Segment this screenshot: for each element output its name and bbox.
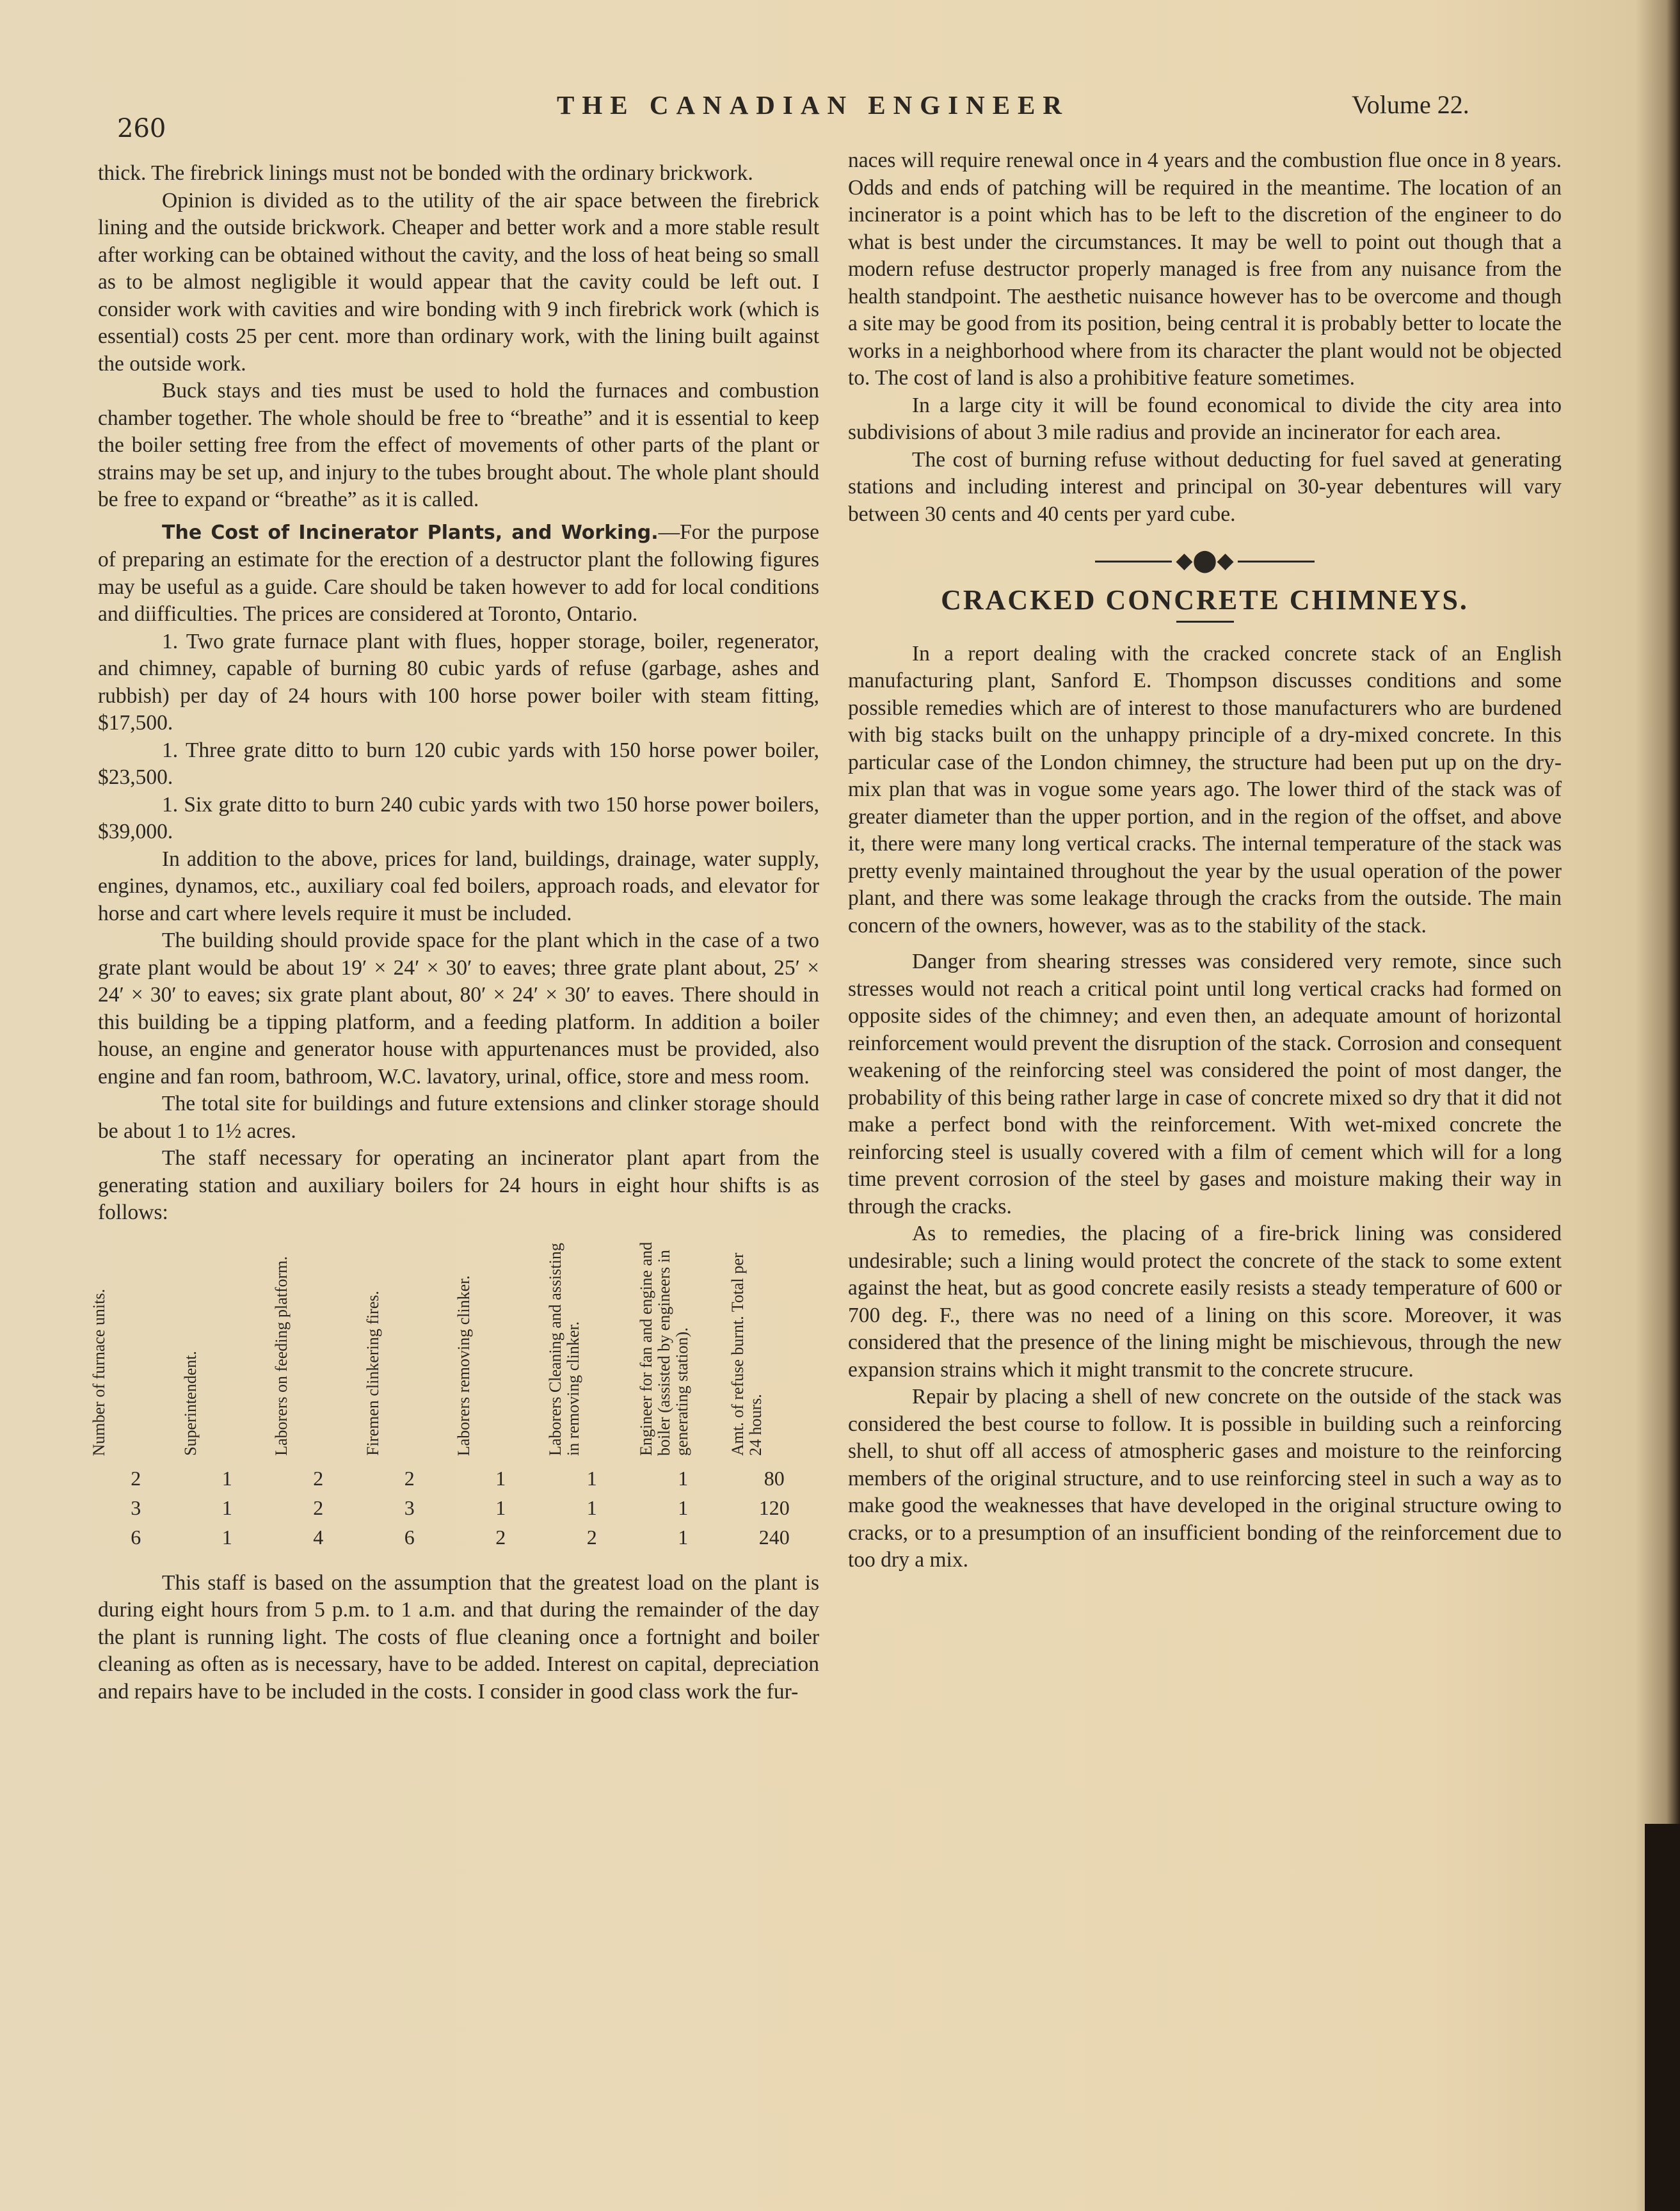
paragraph: Danger from shearing stresses was considered very remote, since such stresses would not reach a critical point until long vertical cracks had formed on opposite sides of the chimney; and even then, an adequate amount of horizontal reinforcement would prevent the disruption of the stack. Corrosion and consequent weakening of the reinforcing steel was considered the point of most danger, the probability of this being rather large in case of concrete mixed so dry that it did not make a perfect bond with the reinforcement. With wet-mixed concrete the reinforcing steel is usually covered with a film of cement which will for a long time prevent corrosion of the steel by gases and moisture making their way in through the cracks. xyxy=(848,950,1562,1218)
paragraph xyxy=(98,519,819,628)
publication-title: THE CANADIAN ENGINEER xyxy=(557,90,1070,120)
staff-table xyxy=(90,1233,820,1552)
table-cell: 2 xyxy=(586,1525,597,1549)
paragraph: The total site for buildings and future extensions and clinker storage should be about 1 to 1½ acres. xyxy=(98,1092,819,1143)
section-run-in-heading: The Cost of Incinerator Plants, and Working. xyxy=(162,521,659,544)
table-cell: 2 xyxy=(495,1525,506,1549)
paragraph: This staff is based on the assumption that the greatest load on the plant is during eight hours from 5 p.m. to 1 a.m. and that during the remainder of the day the plant is running light. The costs of flue cleaning once a fortnight and boiler cleaning as often as is necessary, have to be added. Interest on capital, depreciation and repairs have to be included in the costs. I consider in good class work the fur- xyxy=(98,1570,819,1704)
paragraph: The cost of burning refuse without deducting for fuel saved at generating stations and including interest and principal on 30-year debentures will vary between 30 cents and 40 cents per yard cube. xyxy=(848,447,1562,526)
table-header-cell: Laborers removing clinker. xyxy=(454,1275,473,1456)
paragraph: As to remedies, the placing of a fire-brick lining was considered undesirable; such a lining would protect the concrete of the stack to some extent against the heat, but as good concrete easily resists a steady temperature of 600 or 700 deg. F., there was no need of a lining on this score. Moreover, it was considered that the presence of the lining might be mischievous, through the new expansion strains which it might transmit to the concrete strucure. xyxy=(848,1222,1562,1382)
title-rule xyxy=(1176,621,1234,623)
section-divider-ornament: ◆⬤◆ xyxy=(848,547,1562,574)
table-cell: 1 xyxy=(586,1496,597,1519)
table-cell: 4 xyxy=(313,1525,324,1549)
table-cell: 2 xyxy=(404,1466,415,1490)
table-header-cell: Firemen clinkering fires. xyxy=(363,1291,382,1456)
paragraph: In a large city it will be found economical to divide the city area into subdivisions of about 3 mile radius and provide an incinerator for each area. xyxy=(848,393,1562,444)
table-cell: 1 xyxy=(221,1466,232,1490)
paragraph: 1. Six grate ditto to burn 240 cubic yards with two 150 horse power boilers, $39,000. xyxy=(98,792,819,843)
left-column xyxy=(90,160,819,1705)
table-cell: 2 xyxy=(131,1466,141,1490)
table-header-cell: Engineer for fan and engine and boiler (assisted by engineers in generating station). xyxy=(637,1241,691,1456)
table-cell: 240 xyxy=(758,1525,790,1549)
table-header-cell: Laborers Cleaning and assisting in removing clinker. xyxy=(545,1243,582,1456)
table-row xyxy=(90,1464,820,1493)
paragraph: The building should provide space for the plant which in the case of a two grate plant would be about 19′ × 24′ × 30′ to eaves; three grate plant about, 25′ × 24′ × 30′ to eaves; six grate plant about, 80′ × 24′ × 30′ to eaves. There should in this building be a tipping platform, and a feeding platform. In addition a boiler house, an engine and generator house with appurtenances must be provided, also engine and fan room, bathroom, W.C. lavatory, urinal, office, store and mess room. xyxy=(98,929,819,1089)
table-header-cell: Amt. of refuse burnt. Total per 24 hours. xyxy=(728,1252,765,1456)
table-cell: 2 xyxy=(313,1496,324,1519)
volume-label: Volume 22. xyxy=(1352,90,1469,119)
table-cell: 1 xyxy=(678,1466,689,1490)
table-row xyxy=(90,1522,820,1552)
right-column xyxy=(848,147,1562,1574)
table-cell: 3 xyxy=(131,1496,141,1519)
table-cell: 1 xyxy=(221,1496,232,1519)
paragraph: naces will require renewal once in 4 years and the combustion flue once in 8 years. Odds and ends of patching will be required in the meantime. The location of an incinerator is a point which has to be left to the discretion of the engineer to do what is best under the circumstances. It may be well to point out though that a modern refuse destructor properly managed is free from any nuisance from the health standpoint. The aesthetic nuisance however has to be overcome and though a site may be good from its position, being central it is probably better to locate the works in a neighborhood where from its character the plant would not be objected to. The cost of land is also a prohibitive feature sometimes. xyxy=(848,148,1562,390)
page-number: 260 xyxy=(117,114,166,143)
paragraph: 1. Two grate furnace plant with flues, hopper storage, boiler, regenerator, and chimney, capable of burning 80 cubic yards of refuse (garbage, ashes and rubbish) per day of 24 hours with 100 horse power boiler with steam fitting, $17,500. xyxy=(98,629,819,735)
table-header-cell: Superintendent. xyxy=(180,1351,200,1456)
paragraph: thick. The firebrick linings must not be bonded with the ordinary brickwork. xyxy=(98,161,753,185)
paragraph: Opinion is divided as to the utility of the air space between the firebrick lining and the outside brickwork. Cheaper and better work and a more stable result after working can be obtained without the cavity, and the loss of heat being so small as to be almost negligible it would appear that the cavity could be left out. I consider work with cavities and wire bonding with 9 inch firebrick work (which is essential) costs 25 per cent. more than ordinary work, with the lining built against the outside work. xyxy=(98,188,819,376)
table-cell: 1 xyxy=(221,1525,232,1549)
paragraph-text: —For the purpose of preparing an estimate for the erection of a destructor plant the following figures may be useful as a guide. Care should be taken however to add for local conditions and diifficulties. The prices are considered at Toronto, Ontario. xyxy=(98,520,819,626)
table-cell: 1 xyxy=(495,1496,506,1519)
paragraph: In addition to the above, prices for land, buildings, drainage, water supply, engines, dynamos, etc., auxiliary coal fed boilers, approach roads, and elevator for horse and cart where levels require it must be included. xyxy=(98,847,819,925)
table-row xyxy=(90,1493,820,1522)
binding-edge xyxy=(1645,1824,1680,2211)
paragraph: 1. Three grate ditto to burn 120 cubic yards with 150 horse power boiler, $23,500. xyxy=(98,738,819,789)
paragraph: The staff necessary for operating an incinerator plant apart from the generating station and auxiliary boilers for 24 hours in eight hour shifts is as follows: xyxy=(98,1146,819,1224)
table-header-cell: Laborers on feeding platform. xyxy=(272,1256,291,1456)
table-cell: 6 xyxy=(404,1525,415,1549)
table-header-row xyxy=(90,1233,820,1464)
table-cell: 3 xyxy=(404,1496,415,1519)
table-cell: 80 xyxy=(764,1466,785,1490)
table-cell: 1 xyxy=(586,1466,597,1490)
article-title: CRACKED CONCRETE CHIMNEYS. xyxy=(941,584,1469,616)
paragraph: Repair by placing a shell of new concrete on the outside of the stack was considered the best course to follow. It is possible in building such a reinforcing shell, to shut off all access of atmospheric gases and moisture to the reinforcing members of the original structure, and to use reinforcing steel in such a way as to make good the weaknesses that have developed in the original structure owing to cracks, or to a presumption of an insufficient bonding of the reinforcement due to too dry a mix. xyxy=(848,1385,1562,1572)
paragraph: Buck stays and ties must be used to hold the furnaces and combustion chamber together. The whole should be free to “breathe” and it is essential to keep the boiler setting free from the effect of movements of other parts of the plant or strains may be set up, and injury to the tubes brought about. The whole plant should be free to expand or “breathe” as it is called. xyxy=(98,379,819,511)
table-header-cell: Number of furnace units. xyxy=(90,1288,108,1456)
table-cell: 1 xyxy=(495,1466,506,1490)
table-cell: 1 xyxy=(678,1496,689,1519)
table-cell: 6 xyxy=(131,1525,141,1549)
paragraph: In a report dealing with the cracked concrete stack of an English manufacturing plant, Sanford E. Thompson discusses conditions and some possible remedies which are of interest to those manufacturers who are burdened with big stacks built on the unhappy principle of a dry-mixed concrete. In this particular case of the London chimney, the structure had been put up on the dry-mix plan that was in vogue some years ago. The lower third of the stack was of greater diameter than the upper portion, and in the region of the offset, and above it, there were many long vertical cracks. The internal temperature of the stack was pretty evenly maintained throughout the year by the usual operation of the power plant, and there was some leakage through the cracks from the outside. The main concern of the owners, however, was as to the stability of the stack. xyxy=(848,641,1562,938)
table-cell: 120 xyxy=(758,1496,790,1519)
table-cell: 2 xyxy=(313,1466,324,1490)
table-cell: 1 xyxy=(678,1525,689,1549)
